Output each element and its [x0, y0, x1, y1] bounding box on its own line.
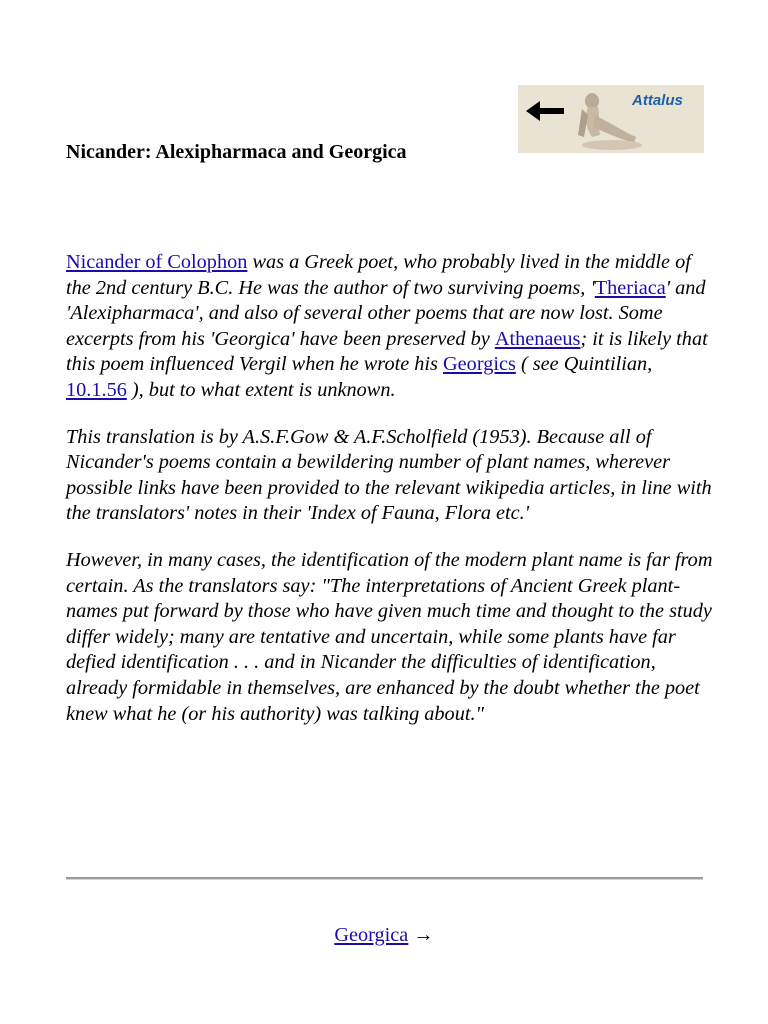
athenaeus-link[interactable]: Athenaeus: [494, 327, 581, 350]
intro-text-4: ( see Quintilian,: [515, 353, 653, 376]
intro-text-5: ), but to what extent is unknown.: [126, 378, 396, 401]
arrow-right-icon: →: [408, 924, 434, 946]
attalus-nav-banner[interactable]: [518, 85, 704, 153]
intro-text-3: ; it is likely that this poem influenced Vergil when he wrote his: [66, 327, 708, 376]
translation-paragraph: This translation is by A.S.F.Gow & A.F.Scholfield (1953). Because all of Nicander's poems contain a bewildering number of plant names, wherever possible links have been provided to the relevant wikipedia articles, in line with the translators' notes in their 'Index of Fauna, Flora etc.': [66, 425, 712, 525]
page-title: Nicander: Alexipharmaca and Georgica: [66, 141, 407, 163]
attalus-label[interactable]: Attalus: [632, 92, 683, 109]
quintilian-link[interactable]: 10.1.56: [66, 378, 127, 401]
intro-text-2: ' and 'Alexipharmaca', and also of several other poems that are now lost. Some excerpts from his 'Georgica' have been preserved by: [66, 276, 706, 350]
arrow-left-icon: [526, 100, 564, 122]
identification-paragraph: However, in many cases, the identification of the modern plant name is far from certain. As the translators say: "The interpretations of Ancient Greek plant-names put forward by those who have given much time and thought to the study differ widely; many are tentative and uncertain, while some plants have far defied identification . . . and in Nicander the difficulties of identification, already formidable in themselves, are enhanced by the doubt whether the poet knew what he (or his authority) was talking about.": [66, 548, 713, 725]
intro-text-1: was a Greek poet, who probably lived in the middle of the 2nd century B.C. He was the author of two surviving poems, ': [66, 251, 691, 299]
intro-paragraph: [66, 250, 716, 404]
next-page-nav: [0, 922, 768, 948]
georgica-next-link[interactable]: Georgica: [334, 924, 409, 946]
main-content: [66, 250, 716, 748]
nicander-link[interactable]: Nicander of Colophon: [66, 251, 248, 273]
horizontal-divider: [66, 877, 703, 880]
theriaca-link[interactable]: Theriaca: [594, 276, 666, 299]
georgics-link[interactable]: Georgics: [443, 353, 516, 376]
